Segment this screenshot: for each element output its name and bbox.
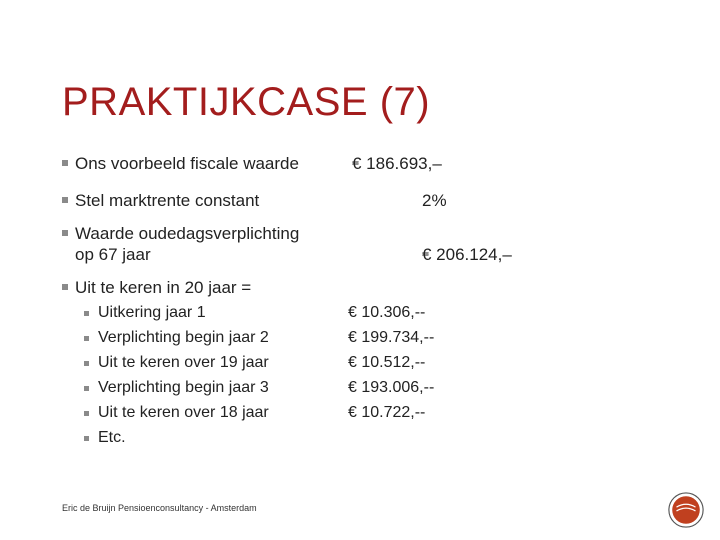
sub-bullet-marker: [84, 386, 89, 391]
sub-bullet-marker: [84, 336, 89, 341]
bullet-marker: [62, 197, 68, 203]
sub-bullet-value: € 10.722,--: [348, 404, 426, 421]
sub-bullet-marker: [84, 436, 89, 441]
sub-bullet-value: € 199.734,--: [348, 329, 435, 346]
sub-bullet-text: Uit te keren over 18 jaar: [98, 404, 269, 421]
bullet-text-payout-20-years: Uit te keren in 20 jaar =: [75, 278, 252, 297]
sub-bullet-text: Verplichting begin jaar 3: [98, 379, 269, 396]
bullet-text-pension-obligation-line2: op 67 jaar: [75, 245, 151, 264]
sub-bullet-text: Verplichting begin jaar 2: [98, 329, 269, 346]
bullet-marker: [62, 230, 68, 236]
sub-bullet-text: Uitkering jaar 1: [98, 304, 206, 321]
logo-icon: [667, 491, 705, 529]
bullet-value-fiscal-value: € 186.693,–: [352, 154, 442, 173]
page-title: PRAKTIJKCASE (7): [62, 80, 431, 124]
bullet-marker: [62, 160, 68, 166]
bullet-text-market-rate: Stel marktrente constant: [75, 191, 260, 210]
sub-bullet-value: € 10.306,--: [348, 304, 426, 321]
footer-text: Eric de Bruijn Pensioenconsultancy - Amsterdam: [62, 503, 257, 513]
bullet-text-pension-obligation-line1: Waarde oudedagsverplichting: [75, 224, 300, 243]
sub-bullet-marker: [84, 361, 89, 366]
bullet-value-pension-obligation: € 206.124,–: [422, 245, 512, 264]
sub-bullet-value: € 193.006,--: [348, 379, 435, 396]
bullet-marker: [62, 284, 68, 290]
sub-bullet-text: Etc.: [98, 429, 126, 446]
sub-bullet-marker: [84, 311, 89, 316]
sub-bullet-value: € 10.512,--: [348, 354, 426, 371]
bullet-text-fiscal-value: Ons voorbeeld fiscale waarde: [75, 154, 299, 173]
bullet-value-market-rate: 2%: [422, 191, 447, 210]
sub-bullet-marker: [84, 411, 89, 416]
sub-bullet-text: Uit te keren over 19 jaar: [98, 354, 269, 371]
